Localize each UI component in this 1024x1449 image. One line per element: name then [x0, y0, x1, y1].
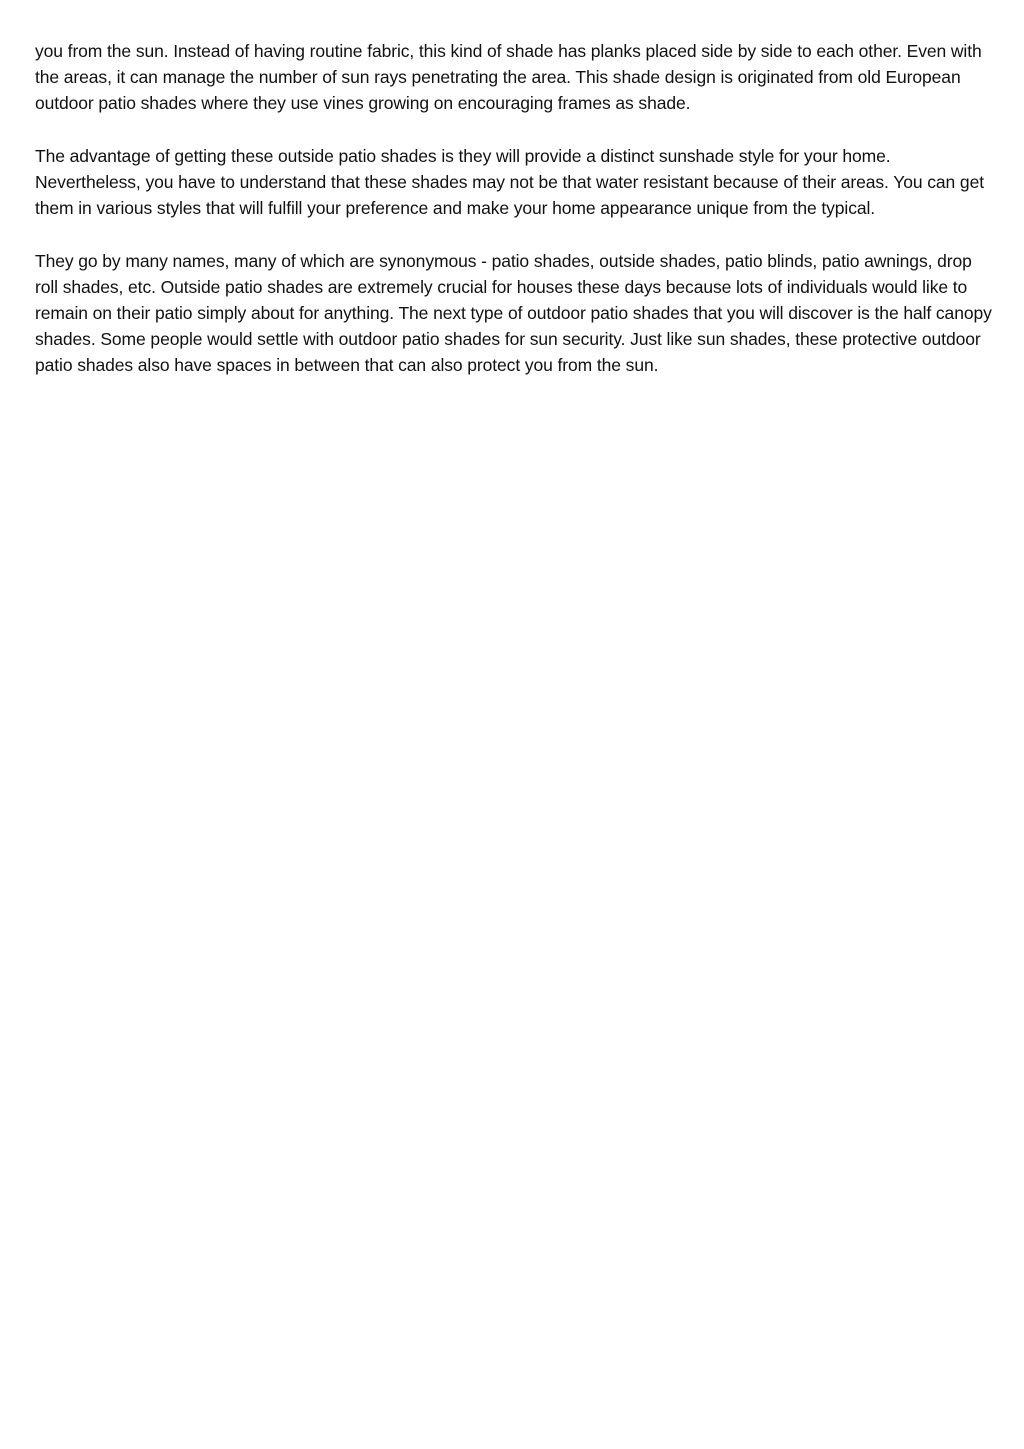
document-page — [35, 38, 995, 405]
paragraph-3: They go by many names, many of which are synonymous - patio shades, outside shades, patio blinds, patio awnings, drop roll shades, etc. Outside patio shades are extremely crucial for houses these days because lots of individuals would like to remain on their patio simply about for anything. The next type of outdoor patio shades that you will discover is the half canopy shades. Some people would settle with outdoor patio shades for sun security. Just like sun shades, these protective outdoor patio shades also have spaces in between that can also protect you from the sun. — [35, 251, 992, 375]
paragraph-2: The advantage of getting these outside patio shades is they will provide a distinct sunshade style for your home. Nevertheless, you have to understand that these shades may not be that water resistant because of their areas. You can get them in various styles that will fulfill your preference and make your home appearance unique from the typical. — [35, 146, 984, 218]
paragraph-1: you from the sun. Instead of having routine fabric, this kind of shade has planks placed side by side to each other. Even with the areas, it can manage the number of sun rays penetrating the area. This shade design is originated from old European outdoor patio shades where they use vines growing on encouraging frames as shade. — [35, 41, 982, 113]
